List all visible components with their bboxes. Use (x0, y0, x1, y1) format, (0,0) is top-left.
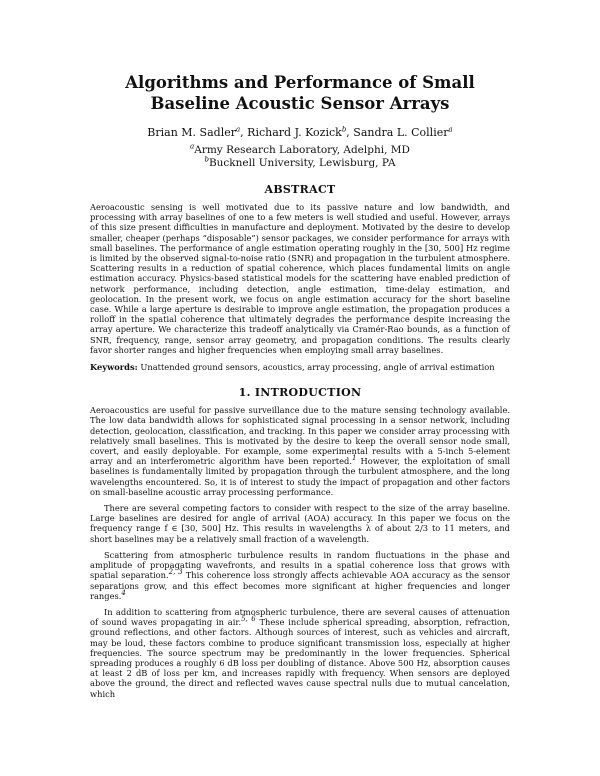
intro-paragraph-3: Scattering from atmospheric turbulence results in random fluctuations in the phase and amplitude of propagating wavefronts, and results in a spatial coherence loss that grows with spatial separation.$^{2, 3}$ This coherence loss strongly affects achievable AOA accuracy as the sensor separations grow, and this effect becomes more significant at higher frequencies and longer ranges.$^4$ (90, 549, 511, 601)
abstract-heading: ABSTRACT (264, 183, 336, 196)
keywords-label: Keywords: (90, 362, 138, 373)
intro-heading: 1. INTRODUCTION (238, 386, 362, 400)
affiliation-a: $^a$Army Research Laboratory, Adelphi, MD (190, 142, 410, 156)
keywords-text: Unattended ground sensors, acoustics, array processing, angle of arrival estimation (140, 362, 495, 373)
abstract-text: Aeroacoustic sensing is well motivated due to its passive nature and low bandwidth, and processing with array baselines of one to a few meters is well studied and useful. However, arrays of this size present difficulties in manufacture and deployment. Motivated by the desire to develop smaller, cheaper (perhaps “disposable”) sensor packages, we consider performance for arrays with small baselines. The performance of angle estimation operating roughly in the [30, 500] Hz regime is limited by the observed signal-to-noise ratio (SNR) and propagation in the turbulent atmosphere. Scattering results in a reduction of spatial coherence, which places fundamental limits on angle estimation accuracy. Physics-based statistical models for the scattering have enabled prediction of network performance, including detection, angle estimation, time-delay estimation, and geolocation. In the present work, we focus on angle estimation accuracy for the short baseline case. While a large aperture is desirable to improve angle estimation, the propagation produces a rolloff in the spatial coherence that ultimately degrades the performance despite increasing the array aperture. We characterize this tradeoff analytically via Cramér-Rao bounds, as a function of SNR, frequency, range, sensor array geometry, and propagation conditions. The results clearly favor shorter ranges and higher frequencies when employing small array baselines. (90, 202, 510, 355)
author-2: Richard J. Kozick$^b$, (247, 125, 354, 139)
author-1: Brian M. Sadler$^a$, (147, 125, 248, 139)
author-list (90, 126, 510, 140)
intro-paragraph-2: There are several competing factors to consider with respect to the size of the array baseline. Large baselines are desired for angle of arrival (AOA) accuracy. In this paper we focus on the frequency range f ∈ [30, 500] Hz. This results in wavelengths λ of about 2/3 to 11 meters, and short baselines may be a relatively small fraction of a wavelength. (90, 503, 510, 544)
intro-paragraph-1: Aeroacoustics are useful for passive surveillance due to the mature sensing technology available. The low data bandwidth allows for sophisticated signal processing in a sensor network, including detection, geolocation, classification, and tracking. In this paper we consider array processing with relatively small baselines. This is motivated by the desire to keep the overall sensor node small, covert, and easily deployable. For example, some experimental results with a 5-inch 5-element array and an interferometric algorithm have been reported.$^1$ However, the exploitation of small baselines is fundamentally limited by propagation through the turbulent atmosphere, and the long wavelengths encountered. So, it is of interest to study the impact of propagation and other factors on small-baseline acoustic array processing performance. (90, 405, 510, 497)
keywords (90, 362, 510, 372)
affiliation-b: $^b$Bucknell University, Lewisburg, PA (204, 155, 396, 169)
intro-paragraph-4: In addition to scattering from atmospheric turbulence, there are several causes of attenuation of sound waves propagating in air.$^{5, 6}$ These include spherical spreading, absorption, refraction, ground reflections, and other factors. Although sources of interest, such as vehicles and aircraft, may be loud, these factors combine to produce significant transmission loss, especially at higher frequencies. The source spectrum may be predominantly in the lower frequencies. Spherical spreading produces a roughly 6 dB loss per doubling of distance. Above 500 Hz, absorption causes at least 2 dB of loss per km, and increases rapidly with frequency. When sensors are deployed above the ground, the direct and reflected waves cause spectral nulls due to mutual cancelation, which (90, 606, 511, 699)
paper-title: Algorithms and Performance of Small Baseline Acoustic Sensor Arrays (125, 73, 475, 113)
author-3: Sandra L. Collier$^a$ (353, 125, 453, 139)
